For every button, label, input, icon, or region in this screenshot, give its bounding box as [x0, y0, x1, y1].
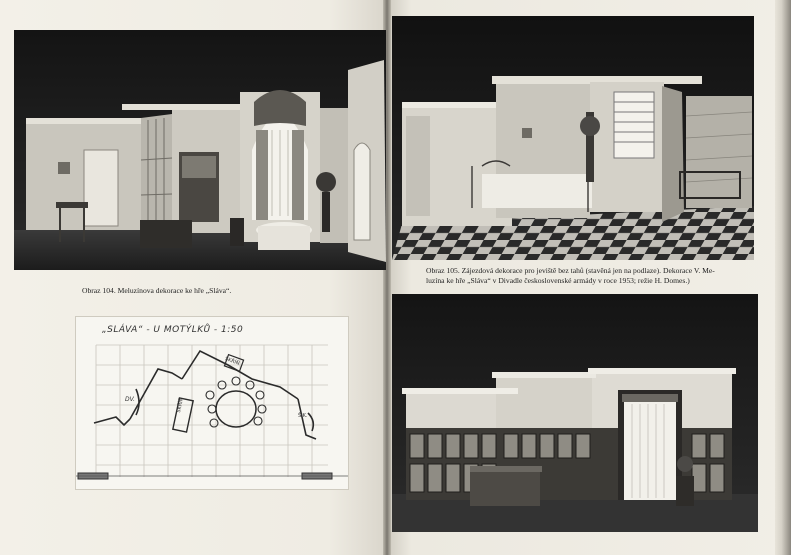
floor-plan-label-door-left: DV. [125, 396, 135, 403]
figure-104-stage-photo [14, 30, 386, 270]
floor-plan-label-cabinet-left: SKŘÍŇ [176, 397, 186, 414]
figure-104-caption: Obraz 104. Meluzínova dekorace ke hře „Sláva“. [82, 286, 232, 295]
figure-105-caption-line-2: luzína ke hře „Sláva“ v Divadle československé armády v roce 1953; režie H. Domes.) [426, 276, 690, 285]
floor-plan-label-right: ŠIK. [298, 413, 308, 419]
floor-plan-title: „SLÁVA“ - U MOTÝLKŮ - 1:50 [102, 325, 244, 335]
floor-plan-label-cabinet-top: SKŘÍŇ [223, 356, 241, 367]
figure-105-interior-photo [392, 294, 758, 532]
figure-105-caption-line-1: Obraz 105. Zájezdová dekorace pro jeviště bez tahů (stavěná jen na podlaze). Dekorace V. Me- [426, 266, 715, 275]
page-edge [775, 0, 791, 555]
figure-105-tour-set-photo [392, 16, 754, 260]
floor-plan-sketch [75, 316, 349, 490]
